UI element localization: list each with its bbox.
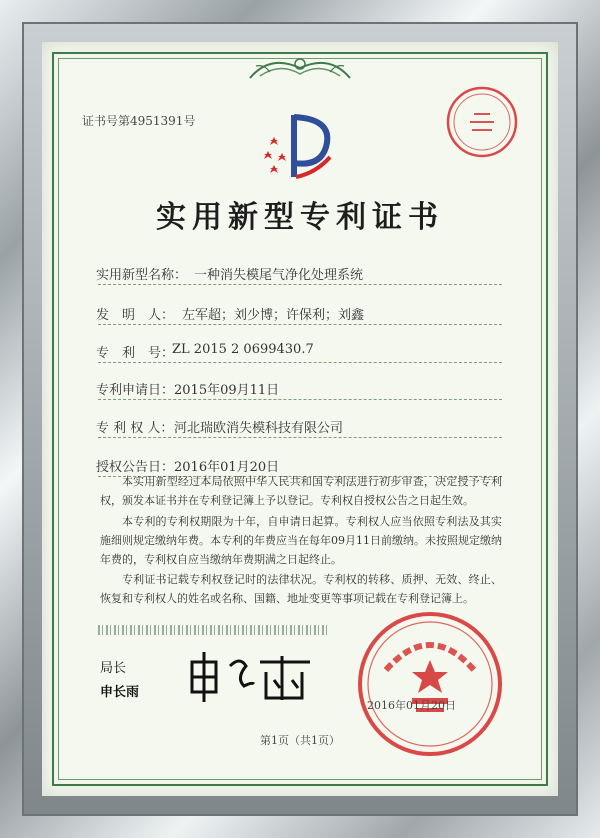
field-value: 2016年01月20日 (174, 460, 280, 475)
patent-office-logo-icon (260, 107, 340, 187)
body-paragraph: 专利证书记载专利权登记时的法律状况。专利权的转移、质押、无效、终止、恢复和专利权人的姓名或名称、国籍、地址变更等事项记载在专利登记簿上。 (100, 573, 502, 605)
field-label: 授权公告日： (96, 460, 175, 475)
field-label: 专 利 号： (96, 346, 175, 361)
field-value: 2015年09月11日 (174, 383, 280, 398)
field-label: 实用新型名称： (96, 268, 188, 283)
divider (98, 324, 502, 325)
field-label: 专利申请日： (96, 383, 175, 398)
certificate-number: 证书号第4951391号 (82, 114, 196, 128)
director-signature (182, 642, 322, 712)
divider (98, 284, 502, 285)
page-title: 实用新型专利证书 (156, 200, 444, 235)
field-label: 发 明 人： (96, 308, 175, 323)
field-value: 河北瑞欧消失模科技有限公司 (174, 421, 344, 436)
page-number: 第1页（共1页） (260, 734, 340, 747)
field-value: 一种消失模尾气净化处理系统 (194, 268, 364, 283)
divider (98, 437, 502, 438)
divider (98, 399, 502, 400)
director-title: 局长 (100, 661, 127, 676)
seal-date: 2016年01月20日 (367, 699, 456, 712)
director-name: 申长雨 (100, 685, 140, 700)
field-value: ZL 2015 2 0699430.7 (172, 342, 314, 357)
barcode-strip (98, 625, 328, 635)
field-value: 左军超；刘少博；许保利；刘鑫 (182, 308, 365, 323)
body-paragraph: 本实用新型经过本局依照中华人民共和国专利法进行初步审查，决定授予专利权，颁发本证书并在专利登记簿上予以登记。专利权自授权公告之日起生效。 (100, 475, 502, 507)
certificate-paper (42, 42, 558, 796)
body-paragraph: 本专利的专利权期限为十年，自申请日起算。专利权人应当依照专利法及其实施细则规定缴纳年费。本专利的年费应当在每年09月11日前缴纳。未按照规定缴纳年费的，专利权自应当缴纳年费期满之日起终止。 (100, 515, 502, 566)
agency-seal-stamp (442, 82, 522, 162)
field-label: 专 利 权 人： (96, 421, 174, 436)
divider (98, 362, 502, 363)
top-ornament-icon (240, 50, 360, 84)
